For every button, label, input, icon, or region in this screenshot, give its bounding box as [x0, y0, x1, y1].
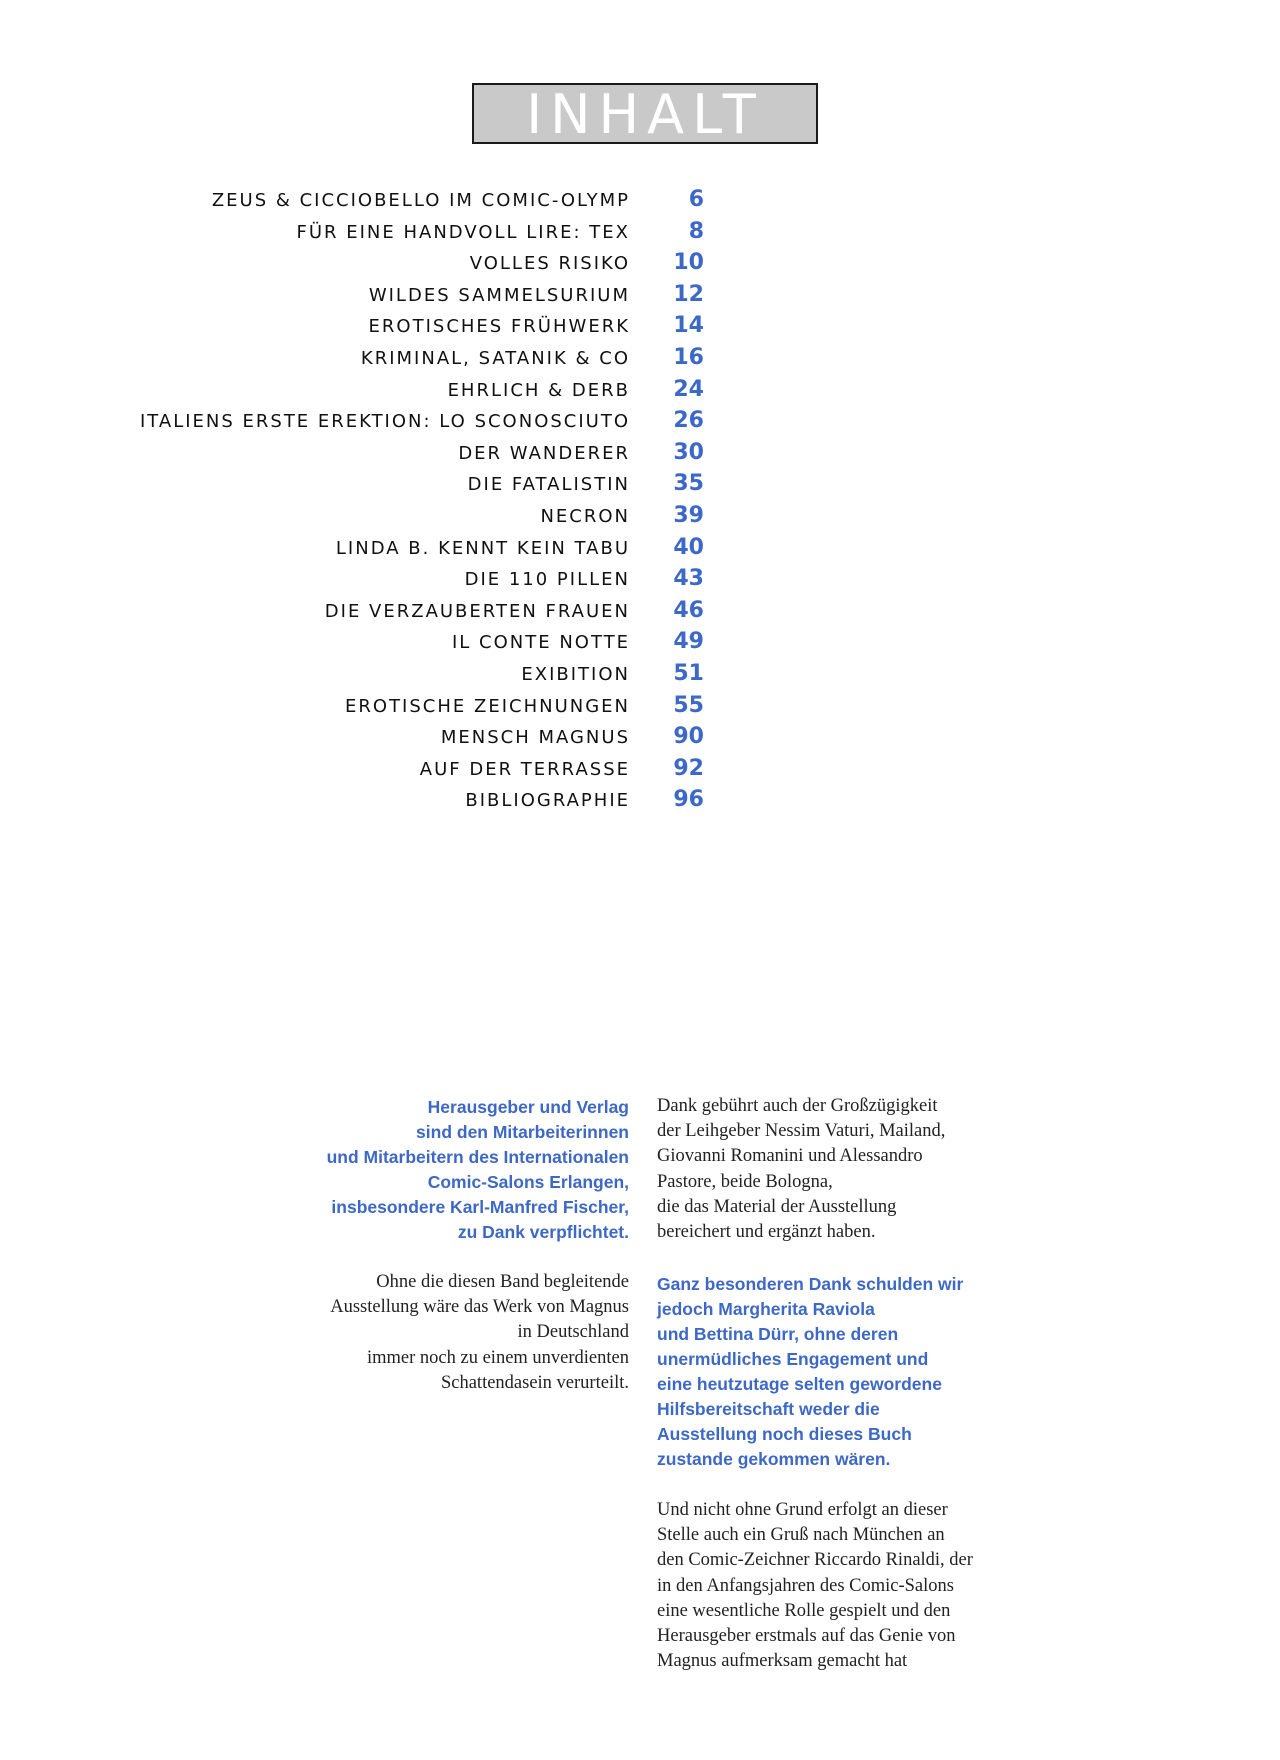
toc-entry-title: MENSCH MAGNUS [440, 727, 630, 749]
toc-entry-title: WILDES SAMMELSURIUM [368, 284, 630, 306]
toc-row [60, 661, 710, 693]
toc-row [60, 408, 710, 440]
toc-entry-title: EROTISCHE ZEICHNUNGEN [345, 695, 630, 717]
toc-entry-page: 10 [673, 250, 704, 276]
toc-row [60, 566, 710, 598]
toc-entry-page: 39 [673, 502, 704, 528]
toc-entry-title: BIBLIOGRAPHIE [465, 790, 630, 812]
toc-entry-page: 90 [673, 724, 704, 750]
acknowledgement-greeting: Und nicht ohne Grund erfolgt an dieser Stelle auch ein Gruß nach München an den Comic-Zeichner Riccardo Rinaldi, der in den Anfangsjahren des Comic-Salons eine wesentliche Rolle gespielt und den Herausgeber erstmals auf das Genie von Magnus aufmerksam gemacht hat [657, 1500, 973, 1672]
title-box [472, 83, 818, 144]
toc-entry-title: DER WANDERER [458, 442, 630, 464]
toc-row [60, 503, 710, 535]
toc-entry-page: 46 [673, 597, 704, 623]
toc-entry-title: DIE VERZAUBERTEN FRAUEN [324, 600, 630, 622]
toc-entry-page: 40 [673, 534, 704, 560]
toc-row [60, 187, 710, 219]
toc-entry-title: ITALIENS ERSTE EREKTION: LO SCONOSCIUTO [139, 411, 630, 433]
toc-entry-page: 35 [673, 471, 704, 497]
toc-entry-page: 12 [673, 281, 704, 307]
toc-entry-page: 55 [673, 692, 704, 718]
toc-entry-page: 49 [673, 629, 704, 655]
toc-entry-page: 26 [673, 408, 704, 434]
toc-row [60, 377, 710, 409]
toc-entry-title: ZEUS & CICCIOBELLO IM COMIC-OLYMP [211, 190, 630, 211]
table-of-contents [60, 187, 710, 819]
toc-row [60, 724, 710, 756]
toc-row [60, 282, 710, 314]
toc-entry-title: VOLLES RISIKO [469, 253, 630, 275]
toc-row [60, 629, 710, 661]
toc-row [60, 219, 710, 251]
page-title: INHALT [526, 82, 764, 146]
toc-entry-page: 14 [673, 313, 704, 339]
toc-entry-page: 24 [673, 376, 704, 402]
toc-row [60, 598, 710, 630]
toc-row [60, 471, 710, 503]
toc-entry-page: 96 [673, 787, 704, 813]
toc-entry-title: EHRLICH & DERB [447, 379, 630, 401]
toc-row [60, 693, 710, 725]
toc-entry-title: DIE 110 PILLEN [464, 569, 630, 591]
toc-row [60, 313, 710, 345]
toc-row [60, 440, 710, 472]
toc-entry-title: IL CONTE NOTTE [451, 632, 630, 654]
toc-entry-title: EXIBITION [521, 663, 630, 685]
acknowledgement-lenders: Dank gebührt auch der Großzügigkeit der Leihgeber Nessim Vaturi, Mailand, Giovanni Romanini und Alessandro Pastore, beide Bologna, die das Material der Ausstellung bereichert und ergänzt haben. [657, 1096, 946, 1243]
toc-row [60, 250, 710, 282]
toc-row [60, 787, 710, 819]
toc-entry-title: AUF DER TERRASSE [419, 758, 630, 780]
toc-entry-page: 92 [673, 755, 704, 781]
toc-entry-page: 8 [688, 218, 704, 244]
toc-entry-title: KRIMINAL, SATANIK & CO [360, 347, 630, 369]
toc-entry-page: 16 [673, 344, 704, 370]
toc-entry-title: NECRON [540, 505, 630, 527]
toc-row [60, 535, 710, 567]
toc-entry-page: 6 [688, 187, 704, 212]
toc-entry-title: FÜR EINE HANDVOLL LIRE: TEX [296, 221, 630, 243]
toc-entry-title: EROTISCHES FRÜHWERK [368, 316, 630, 338]
toc-entry-page: 51 [673, 660, 704, 686]
toc-row [60, 756, 710, 788]
acknowledgement-exhibition: Ohne die diesen Band begleitende Ausstellung wäre das Werk von Magnus in Deutschland immer noch zu einem unverdienten Schattendasein verurteilt. [330, 1272, 629, 1393]
toc-row [60, 345, 710, 377]
toc-entry-title: DIE FATALISTIN [467, 474, 630, 496]
toc-entry-page: 43 [673, 566, 704, 592]
acknowledgement-special-thanks: Ganz besonderen Dank schulden wir jedoch Margherita Raviola und Bettina Dürr, ohne deren unermüdliches Engagement und eine heutzutage selten gewordene Hilfsbereitschaft weder die Ausstellung noch dieses Buch zustande gekommen wären. [657, 1274, 964, 1469]
toc-entry-title: LINDA B. KENNT KEIN TABU [335, 537, 630, 559]
toc-entry-page: 30 [673, 439, 704, 465]
acknowledgement-publisher: Herausgeber und Verlag sind den Mitarbeiterinnen und Mitarbeitern des Internationalen Comic-Salons Erlangen, insbesondere Karl-Manfred Fischer, zu Dank verpflichtet. [326, 1097, 629, 1242]
